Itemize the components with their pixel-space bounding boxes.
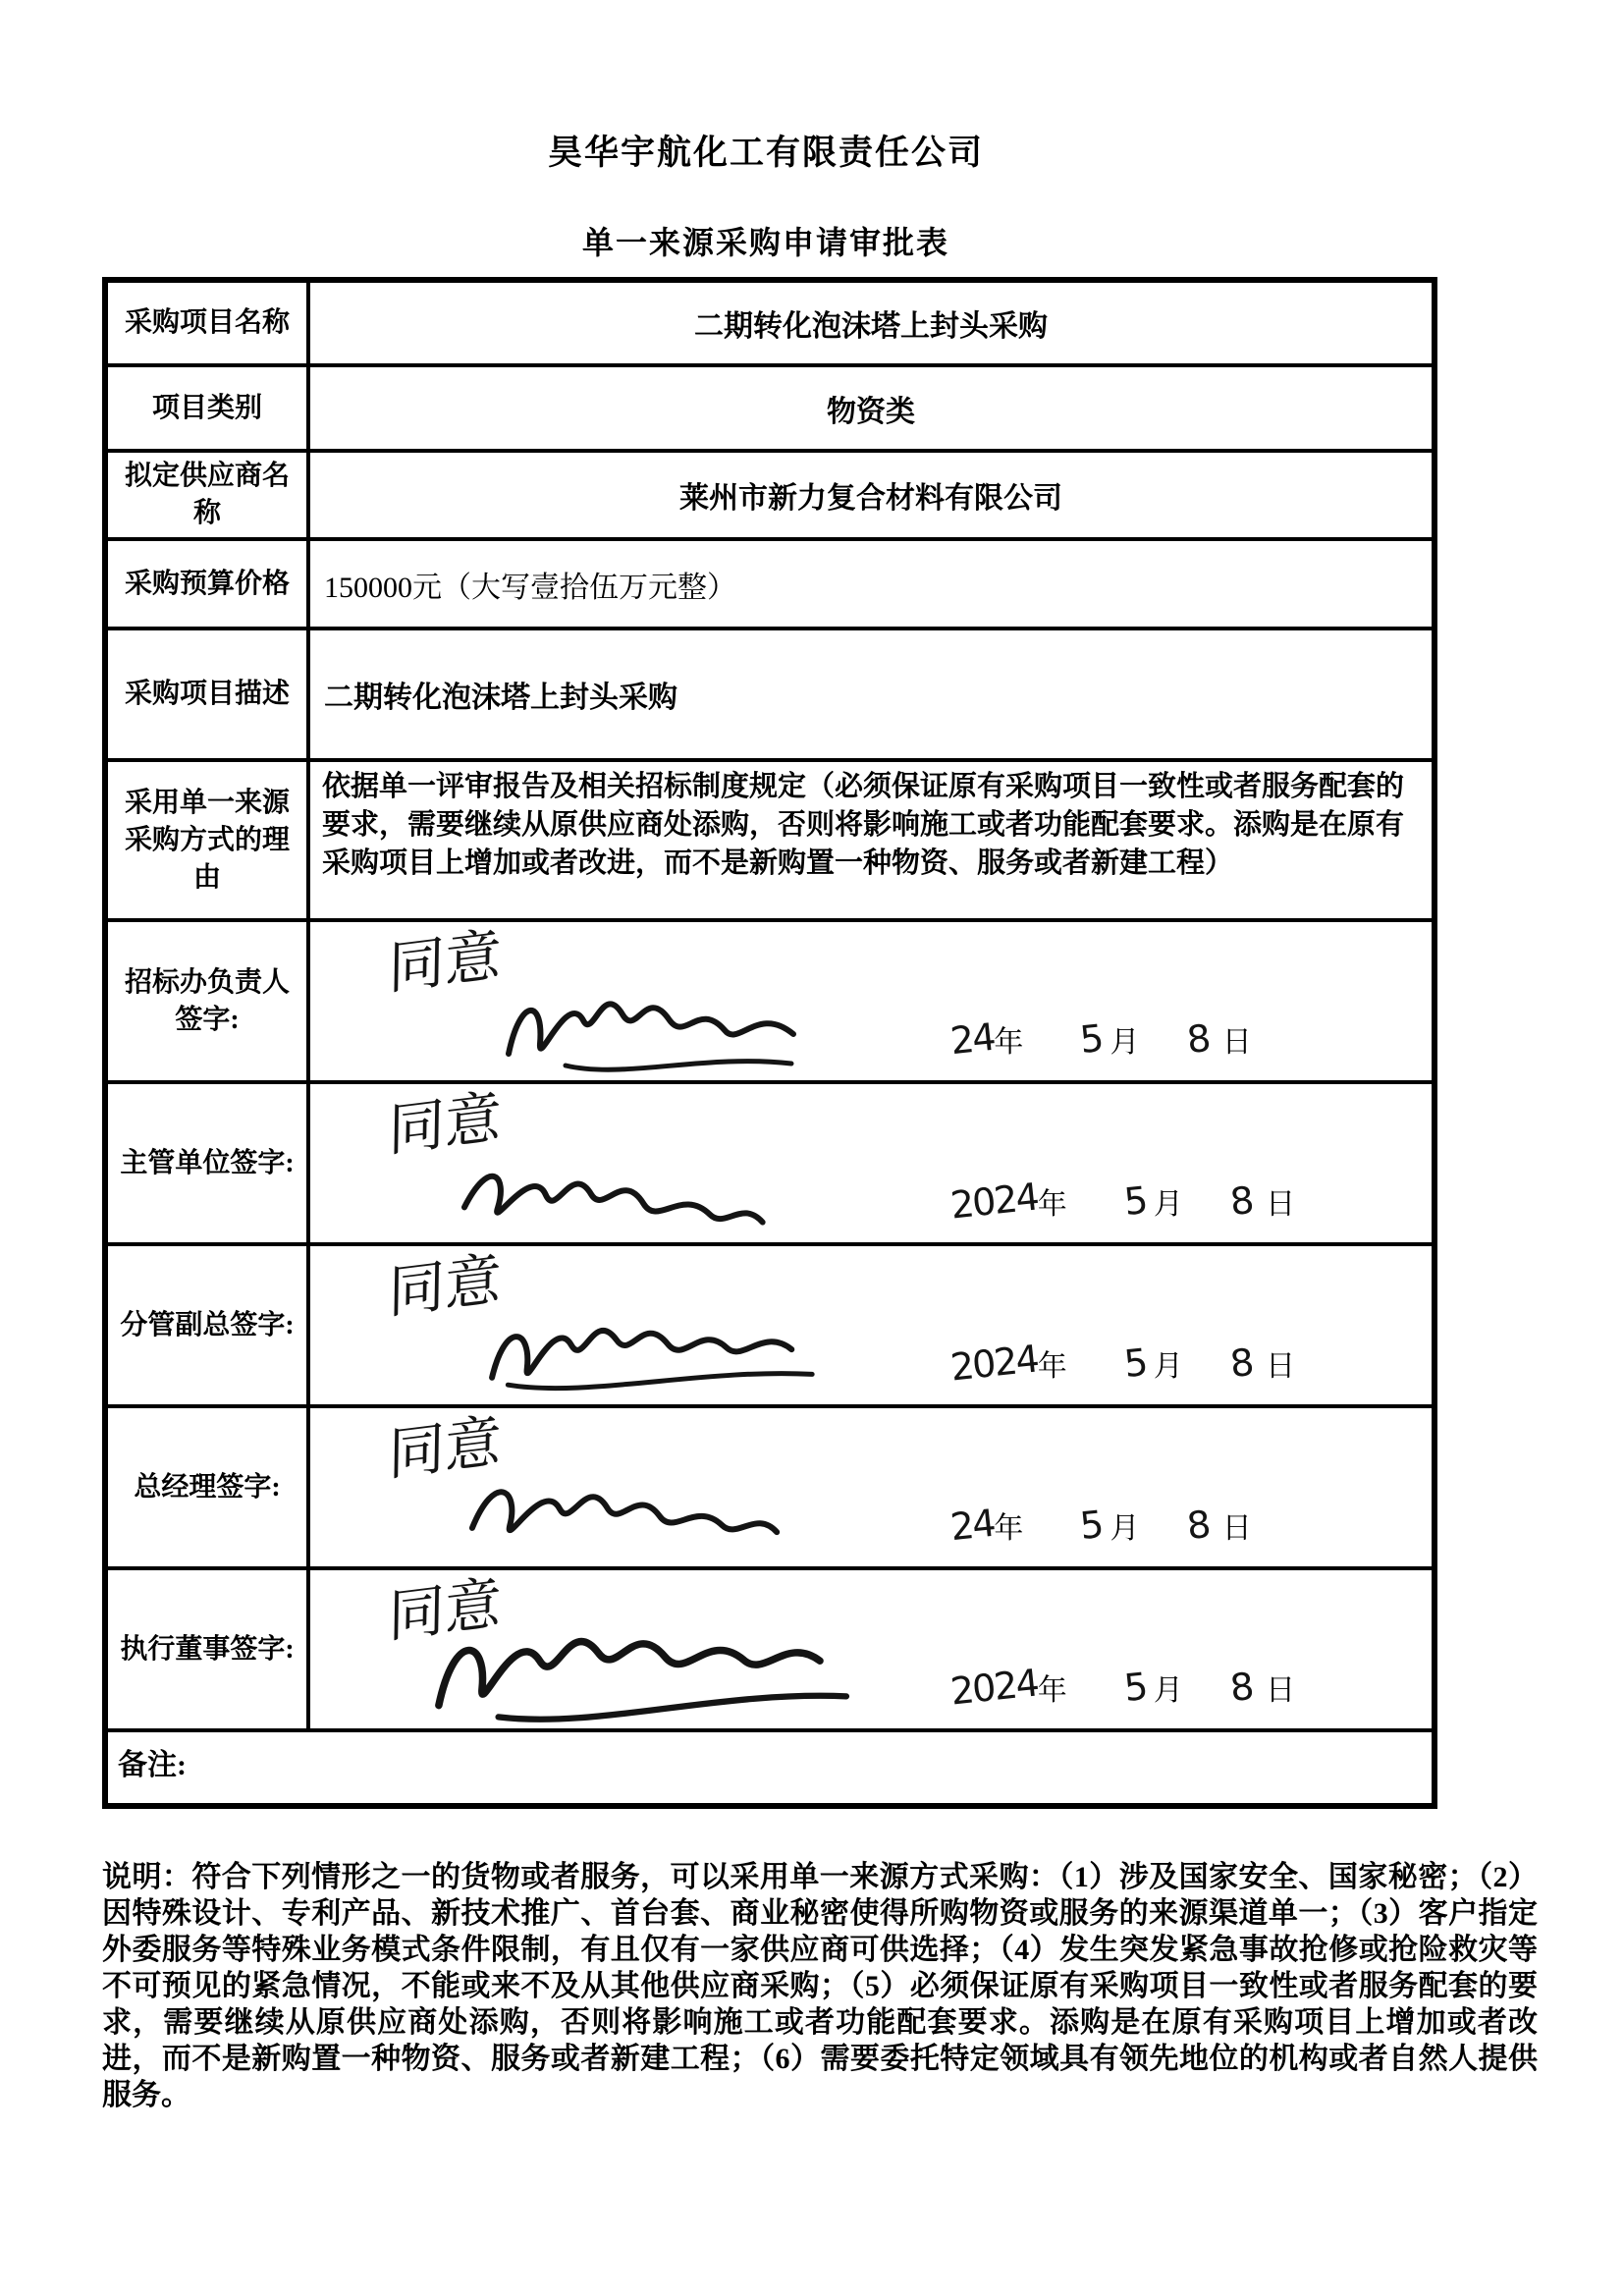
field-label: 采购预算价格: [108, 541, 310, 627]
remark-label: 备注:: [118, 1749, 187, 1781]
month-unit: 月: [1153, 1350, 1183, 1383]
year-unit: 年: [1037, 1188, 1067, 1221]
signature-row-deputy-general: [108, 1246, 1432, 1408]
year-unit: 年: [1037, 1674, 1067, 1707]
footnote: 说明：符合下列情形之一的货物或者服务，可以采用单一来源方式采购：（1）涉及国家安全、国家秘密；（2）因特殊设计、专利产品、新技术推广、首台套、商业秘密使得所购物资或服务的来源渠道单一；（3）客户指定外委服务等特殊业务模式条件限制，有且仅有一家供应商可供选择；（4）发生突发紧急事故抢修或抢险救灾等不可预见的紧急情况，不能或来不及从其他供应商采购；（5）必须保证原有采购项目一致性或者服务配套的要求，需要继续从原供应商处添购，否则将影响施工或者功能配套要求。添购是在原有采购项目上增加或者改进，而不是新购置一种物资、服务或者新建工程；（6）需要委托特定领域具有领先地位的机构或者自然人提供服务。: [102, 1861, 1538, 2111]
signature-cell: [310, 1408, 1432, 1566]
signature-row-supervising-unit: [108, 1084, 1432, 1246]
company-title: 昊华宇航化工有限责任公司: [547, 134, 984, 172]
signature-scribble: [455, 1445, 794, 1580]
handwritten-year: 24: [947, 1014, 997, 1064]
handwritten-year: 2024: [947, 1175, 1040, 1228]
table-row-single-source-reason: [108, 762, 1432, 922]
signature-date: [947, 1501, 1252, 1550]
table-row-supplier-name: [108, 453, 1432, 541]
signature-cell: [310, 1246, 1432, 1404]
signature-date: [947, 1175, 1296, 1228]
month-unit: 月: [1110, 1026, 1140, 1059]
field-value: 依据单一评审报告及相关招标制度规定（必须保证原有采购项目一致性或者服务配套的要求，需要继续从原供应商处添购，否则将影响施工或者功能配套要求。添购是在原有采购项目上增加或者改进，而不是新购置一种物资、服务或者新建工程）: [322, 771, 1405, 879]
table-row-project-description: [108, 630, 1432, 762]
handwritten-month: 5: [1078, 1502, 1105, 1549]
field-value: 二期转化泡沫塔上封头采购: [324, 682, 677, 714]
signature-scribble: [475, 1280, 833, 1409]
field-value: 莱州市新力复合材料有限公司: [679, 482, 1062, 515]
handwritten-approval: 同意: [387, 1244, 503, 1327]
field-label: 拟定供应商名称: [108, 453, 310, 537]
handwritten-approval: 同意: [387, 1082, 503, 1165]
handwritten-month: 5: [1121, 1339, 1149, 1387]
handwritten-month: 5: [1078, 1015, 1105, 1063]
signature-cell: [310, 922, 1432, 1080]
table-row-project-name: [108, 283, 1432, 367]
handwritten-year: 24: [947, 1501, 997, 1550]
day-unit: 日: [1266, 1674, 1296, 1707]
month-unit: 月: [1153, 1674, 1183, 1707]
year-unit: 年: [994, 1512, 1024, 1545]
handwritten-year: 2024: [947, 1661, 1040, 1714]
field-label: 采购项目名称: [108, 283, 310, 363]
handwritten-month: 5: [1121, 1664, 1149, 1711]
signature-cell: [310, 1570, 1432, 1728]
field-label: 采购项目描述: [108, 630, 310, 758]
signature-label: 主管单位签字:: [108, 1084, 310, 1242]
signature-row-general-manager: [108, 1408, 1432, 1570]
signature-cell: [310, 1084, 1432, 1242]
handwritten-day: 8: [1227, 1664, 1255, 1711]
field-value: 物资类: [827, 395, 915, 428]
signature-label: 总经理签字:: [108, 1408, 310, 1566]
signature-label: 执行董事签字:: [108, 1570, 310, 1728]
year-unit: 年: [994, 1026, 1024, 1059]
field-label: 采用单一来源采购方式的理由: [108, 762, 310, 918]
day-unit: 日: [1221, 1512, 1252, 1545]
handwritten-year: 2024: [947, 1337, 1040, 1390]
day-unit: 日: [1221, 1026, 1252, 1059]
month-unit: 月: [1110, 1512, 1140, 1545]
year-unit: 年: [1037, 1350, 1067, 1383]
field-value: 150000元（大写壹拾伍万元整）: [324, 571, 736, 604]
month-unit: 月: [1153, 1188, 1183, 1221]
field-label: 项目类别: [108, 367, 310, 449]
signature-label: 招标办负责人签字:: [108, 922, 310, 1080]
handwritten-day: 8: [1184, 1502, 1211, 1549]
signature-row-bidding-office: [108, 922, 1432, 1084]
signature-row-executive-director: [108, 1570, 1432, 1732]
field-value: 二期转化泡沫塔上封头采购: [694, 310, 1048, 343]
handwritten-day: 8: [1184, 1015, 1211, 1063]
handwritten-approval: 同意: [387, 1568, 503, 1651]
approval-table: [102, 277, 1437, 1809]
table-row-budget-price: [108, 541, 1432, 630]
handwritten-approval: 同意: [387, 1406, 503, 1489]
signature-scribble: [497, 963, 831, 1081]
form-title: 单一来源采购申请审批表: [581, 225, 949, 260]
signature-date: [947, 1337, 1296, 1390]
day-unit: 日: [1266, 1188, 1296, 1221]
handwritten-day: 8: [1227, 1177, 1255, 1225]
remark-row: [108, 1732, 1432, 1803]
signature-date: [947, 1661, 1296, 1714]
table-row-project-category: [108, 367, 1432, 453]
handwritten-approval: 同意: [387, 920, 503, 1003]
handwritten-month: 5: [1121, 1177, 1149, 1225]
signature-label: 分管副总签字:: [108, 1246, 310, 1404]
day-unit: 日: [1266, 1350, 1296, 1383]
signature-date: [947, 1014, 1252, 1064]
handwritten-day: 8: [1227, 1339, 1255, 1387]
